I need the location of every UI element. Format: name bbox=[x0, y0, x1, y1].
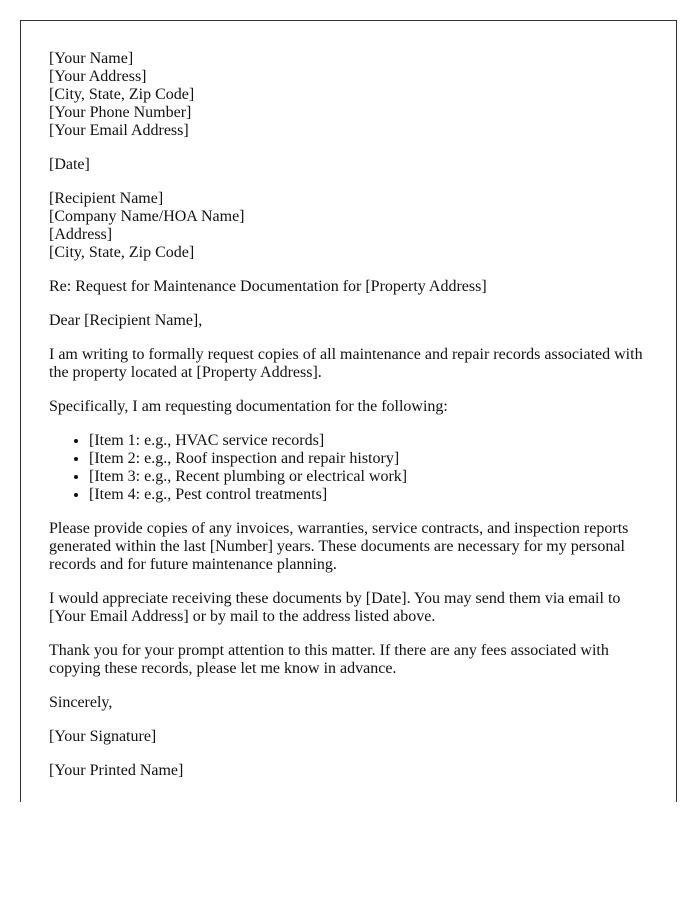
sender-phone: [Your Phone Number] bbox=[49, 104, 192, 121]
recipient-company: [Company Name/HOA Name] bbox=[49, 208, 245, 225]
sender-name: [Your Name] bbox=[49, 50, 134, 67]
sender-email: [Your Email Address] bbox=[49, 122, 189, 139]
recipient-city: [City, State, Zip Code] bbox=[49, 244, 195, 261]
list-item: • [Item 3: e.g., Recent plumbing or electrical work] bbox=[89, 468, 648, 486]
items-list bbox=[49, 432, 648, 504]
closing: Sincerely, bbox=[49, 694, 113, 711]
salutation: Dear [Recipient Name], bbox=[49, 312, 203, 329]
list-item: • [Item 2: e.g., Roof inspection and repair history] bbox=[89, 450, 648, 468]
thanks-paragraph: Thank you for your prompt attention to this matter. If there are any fees associated with copying these records, please let me know in advance. bbox=[49, 642, 609, 677]
list-item: • [Item 4: e.g., Pest control treatments] bbox=[89, 486, 648, 504]
list-item: • [Item 1: e.g., HVAC service records] bbox=[89, 432, 648, 450]
provide-paragraph: Please provide copies of any invoices, warranties, service contracts, and inspection reports generated within the last [Number] years. These documents are necessary for my personal records and for future maintenance planning. bbox=[49, 520, 629, 573]
letter-page bbox=[20, 20, 677, 802]
intro-paragraph: I am writing to formally request copies of all maintenance and repair records associated with the property located at [Property Address]. bbox=[49, 346, 643, 381]
sender-block bbox=[49, 50, 648, 140]
receive-paragraph: I would appreciate receiving these documents by [Date]. You may send them via email to [Your Email Address] or by mail to the address listed above. bbox=[49, 590, 621, 625]
recipient-address: [Address] bbox=[49, 226, 113, 243]
recipient-name: [Recipient Name] bbox=[49, 190, 164, 207]
signature: [Your Signature] bbox=[49, 728, 157, 745]
subject-line: Re: Request for Maintenance Documentation for [Property Address] bbox=[49, 278, 487, 295]
sender-address: [Your Address] bbox=[49, 68, 147, 85]
list-intro-paragraph: Specifically, I am requesting documentation for the following: bbox=[49, 398, 448, 415]
letter-date: [Date] bbox=[49, 156, 90, 173]
recipient-block bbox=[49, 190, 648, 262]
sender-city: [City, State, Zip Code] bbox=[49, 86, 195, 103]
printed-name: [Your Printed Name] bbox=[49, 762, 184, 779]
